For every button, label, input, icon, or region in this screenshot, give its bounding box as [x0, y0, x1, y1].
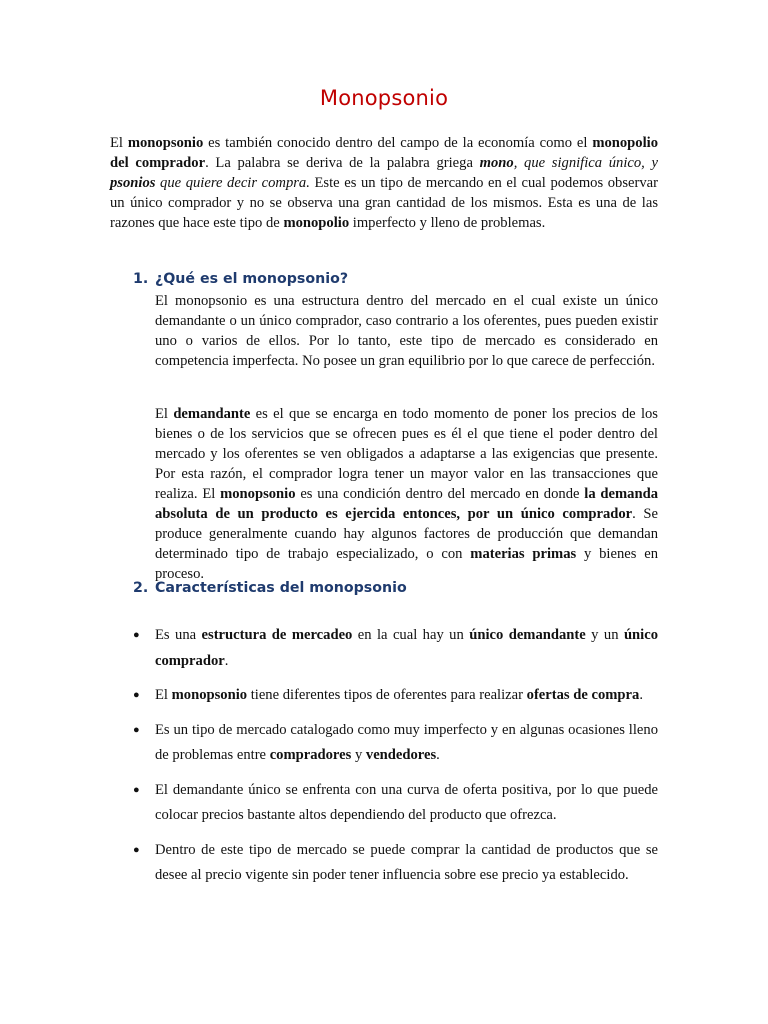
- list-item: ● Es una estructura de mercadeo en la cual hay un único demandante y un único comprador.: [133, 623, 658, 674]
- term-mono: mono: [479, 155, 514, 171]
- bullet-icon: ●: [133, 783, 140, 796]
- section-1-paragraph-2: El demandante es el que se encarga en todo momento de poner los precios de los bienes o de los servicios que se ofrecen pues es él el que tiene el poder dentro del mercado y los oferentes se ven obligados a adaptarse a las exigencias que presente. Por esta razón, el comprador logra tener un mayor valor en las transacciones que realiza. El monopsonio es una condición dentro del mercado en donde la demanda absoluta de un producto es ejercida entonces, por un único comprador. Se produce generalmente cuando hay algunos factores de producción que demandan determinado tipo de trabajo especializado, o con materias primas y bienes en proceso.: [155, 406, 659, 582]
- term-monopolio-comprador: monopolio del comprador: [110, 135, 658, 171]
- section-2-heading: 2. Características del monopsonio: [133, 580, 407, 596]
- intro-paragraph: El monopsonio es también conocido dentro del campo de la economía como el monopolio del comprador. La palabra se deriva de la palabra griega mono, que significa único, y psonios que quiere decir compra. Este es un tipo de mercando en el cual podemos observar un único comprador y no se observa una gran cantidad de los mismos. Esta es una de las razones que hace este tipo de monopolio imperfecto y lleno de problemas.: [110, 135, 658, 231]
- list-item: ● Es un tipo de mercado catalogado como muy imperfecto y en algunas ocasiones lleno de problemas entre compradores y vendedores.: [133, 718, 658, 769]
- list-item: ● El monopsonio tiene diferentes tipos de oferentes para realizar ofertas de compra.: [133, 683, 658, 709]
- bullet-icon: ●: [133, 689, 140, 701]
- term-psonios: psonios: [110, 175, 156, 191]
- bullet-icon: ●: [133, 843, 140, 856]
- section-2-number: 2.: [133, 580, 149, 596]
- section-1-paragraph-1: El monopsonio es una estructura dentro del mercado en el cual existe un único demandante o un único comprador, caso contrario a los oferentes, pues pueden existir uno o varios de ellos. Por lo tanto, este tipo de mercado es considerado en competencia imperfecta. No posee un gran equilibrio por lo que carece de perfección.: [155, 293, 658, 369]
- document-title: Monopsonio: [319, 86, 449, 110]
- bullet-icon: ●: [133, 629, 140, 641]
- bullet-icon: ●: [133, 723, 140, 736]
- list-item: ● Dentro de este tipo de mercado se puede comprar la cantidad de productos que se desee al precio vigente sin poder tener influencia sobre ese precio ya establecido.: [133, 838, 658, 889]
- term-monopolio: monopolio: [283, 215, 350, 231]
- section-1-number: 1.: [133, 271, 149, 287]
- section-1-heading: 1. ¿Qué es el monopsonio?: [133, 271, 349, 287]
- characteristics-list: [133, 623, 658, 898]
- term-monopsonio: monopsonio: [127, 135, 204, 151]
- list-item: ● El demandante único se enfrenta con una curva de oferta positiva, por lo que puede colocar precios bastante altos dependiendo del producto que ofrezca.: [133, 778, 658, 829]
